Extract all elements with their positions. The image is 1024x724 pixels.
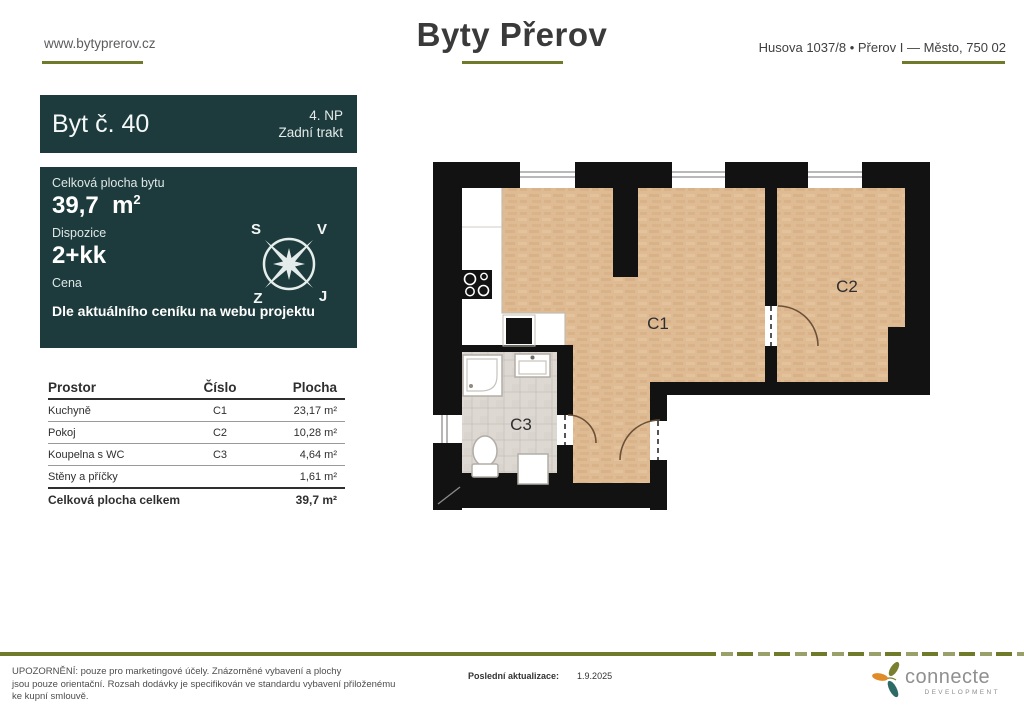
stove-icon — [462, 270, 492, 299]
disclaimer: UPOZORNĚNÍ: pouze pro marketingové účely. Znázorněné vybavení a plochy jsou pouze orientační. Rozsah dodávky je specifikován ve standardu vybavení přiloženému ke kupní smlouvě. — [12, 666, 396, 702]
last-updated: Poslední aktualizace: 1.9.2025 — [468, 671, 613, 681]
shower-icon — [463, 355, 502, 396]
unit-box — [40, 95, 357, 153]
window — [808, 162, 862, 188]
title-underline — [462, 61, 563, 64]
price-note: Dle aktuálního ceníku na webu projektu — [52, 303, 315, 319]
unit-tract: Zadní trakt — [278, 125, 343, 140]
floor-plan — [430, 155, 935, 515]
compass-north: S — [250, 221, 262, 238]
compass-west: Z — [253, 290, 263, 307]
website-url: www.bytyprerov.cz — [44, 36, 156, 51]
table-row: Pokoj C2 10,28 m² — [48, 422, 345, 444]
leaf-logo-icon — [870, 660, 908, 700]
price-label: Cena — [52, 276, 82, 290]
toilet-icon — [472, 436, 498, 477]
unit-name: Byt č. 40 — [52, 109, 150, 138]
address-underline — [902, 61, 1005, 64]
area-value: 39,7 $m^2$ — [52, 192, 141, 219]
page-title: Byty Přerov — [416, 16, 608, 53]
compass-star — [265, 240, 313, 288]
area-label: Celková plocha bytu — [52, 176, 165, 190]
address: Husova 1037/8 • Přerov I — Město, 750 02 — [758, 40, 1006, 55]
washer-icon — [518, 454, 548, 484]
window — [672, 162, 725, 188]
room-c2-label: C2 — [836, 277, 858, 296]
website-underline — [42, 61, 143, 64]
layout-value: 2+kk — [52, 242, 107, 269]
room-c1-label: C1 — [647, 314, 669, 333]
kitchen-sink-icon — [503, 315, 535, 346]
table-row: Kuchyně C1 23,17 m² — [48, 400, 345, 422]
table-row: Koupelna s WC C3 4,64 m² — [48, 444, 345, 466]
room-c3-label: C3 — [510, 415, 532, 434]
logo-subtext: DEVELOPMENT — [924, 689, 1000, 696]
compass-icon — [228, 206, 350, 320]
window — [433, 415, 462, 443]
unit-location — [278, 107, 343, 141]
window — [520, 162, 575, 188]
logo-text: connecte — [905, 666, 991, 688]
layout-label: Dispozice — [52, 226, 107, 240]
room-table — [48, 377, 345, 510]
footer-rule-solid — [0, 652, 700, 656]
unit-floor: 4. NP — [309, 108, 343, 123]
footer-rule-dashed — [700, 652, 1024, 656]
table-total-row: Celková plocha celkem 39,7 m² — [48, 492, 337, 507]
bath-sink-icon — [515, 354, 550, 377]
compass-east: V — [316, 221, 328, 238]
table-row: Stěny a příčky 1,61 m² — [48, 466, 345, 489]
table-header: Prostor Číslo Plocha — [48, 377, 345, 400]
compass-south: J — [318, 288, 328, 305]
